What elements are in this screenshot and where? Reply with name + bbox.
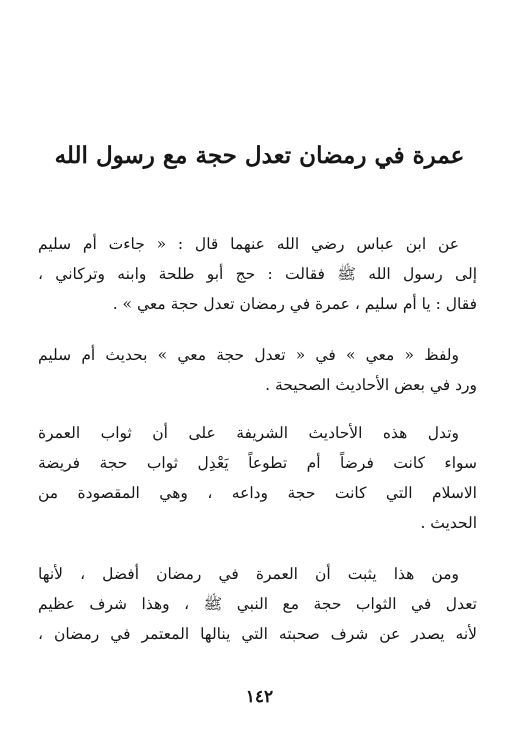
text-line: فقال : يا أم سليم ، عمرة في رمضان تعدل حجة معي » . bbox=[112, 295, 477, 313]
text-line: ولفظ « معي » في « تعدل حجة معي » بحديث أم سليم bbox=[38, 346, 459, 364]
paragraph-conclusion bbox=[38, 559, 477, 649]
text-line: ورد في بعض الأحاديث الصحيحة . bbox=[265, 376, 477, 394]
text-line: ومن هذا يثبت أن العمرة في رمضان أفضل ، لأنها bbox=[38, 565, 459, 583]
chapter-title: عمرة في رمضان تعدل حجة مع رسول الله bbox=[54, 142, 465, 169]
paragraph-hadith bbox=[38, 229, 477, 319]
paragraph-reward-explanation bbox=[38, 418, 477, 538]
text-line: تعدل في الثواب حجة مع النبي ﷺ ، وهذا شرف عظيم bbox=[38, 595, 477, 613]
text-line: سواء كانت فرضاً أم تطوعاً يَعْدِل ثواب حجة فريضة bbox=[38, 454, 477, 472]
paragraph-wording-note bbox=[38, 340, 477, 400]
text-line: عن ابن عباس رضي الله عنهما قال : « جاءت أم سليم bbox=[38, 235, 459, 253]
text-line: إلى رسول الله ﷺ فقالت : حج أبو طلحة وابنه وتركاني ، bbox=[38, 265, 477, 283]
page-number: ١٤٢ bbox=[245, 687, 274, 707]
text-line: وتدل هذه الأحاديث الشريفة على أن ثواب العمرة bbox=[38, 424, 459, 442]
text-line: الحديث . bbox=[420, 514, 477, 532]
text-line: لأنه يصدر عن شرف صحبته التي ينالها المعتمر في رمضان ، bbox=[38, 625, 477, 643]
text-line: الاسلام التي كانت حجة وداعه ، وهي المقصودة من bbox=[38, 484, 477, 502]
